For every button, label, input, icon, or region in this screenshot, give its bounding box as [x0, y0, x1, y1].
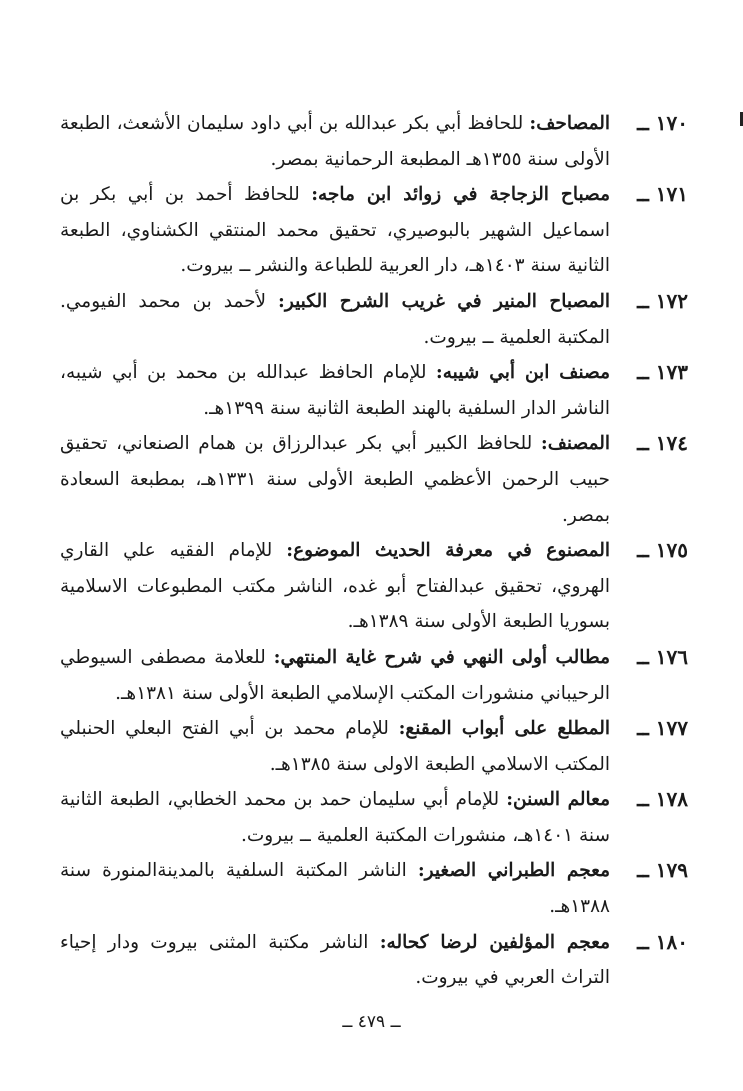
entry-title: المصاحف: [529, 113, 610, 134]
bibliography-entry [60, 355, 688, 426]
entry-title: معالم السنن: [506, 789, 610, 811]
entry-text: للإمام الحافظ عبدالله بن محمد بن أبي شيبه، الناشر الدار السلفية بالهند الطبعة الثانية سنة ١٣٩٩هـ. [60, 362, 610, 419]
page-number: ــ ٤٧٩ ــ [342, 1012, 401, 1032]
bibliography-entry [60, 640, 688, 711]
bibliography-entry [60, 426, 688, 533]
entry-number: ١٧٦ ــ [637, 644, 688, 669]
entry-text: للحافظ الكبير أبي بكر عبدالرزاق بن همام الصنعاني، تحقيق حبيب الرحمن الأعظمي الطبعة الأولى سنة ١٣٣١هـ، بمطبعة السعادة بمصر. [60, 433, 610, 526]
entry-text: الناشر مكتبة المثنى بيروت ودار إحياء التراث العربي في بيروت. [60, 931, 610, 989]
entry-number: ١٧٣ ــ [637, 360, 688, 385]
entry-number: ١٧٧ ــ [637, 716, 688, 741]
entry-text: لأحمد بن محمد الفيومي. المكتبة العلمية ــ بيروت. [60, 290, 610, 348]
entry-text: للعلامة مصطفى السيوطي الرحيباني منشورات المكتب الإسلامي الطبعة الأولى سنة ١٣٨١هـ. [60, 646, 610, 704]
entry-number: ١٨٠ ــ [637, 929, 688, 954]
entry-number: ١٧١ ــ [637, 182, 688, 207]
entry-number: ١٧٥ ــ [637, 538, 688, 563]
bibliography-entry [60, 177, 688, 284]
entry-number: ١٧٠ ــ [637, 111, 688, 135]
bibliography-entry [60, 711, 688, 782]
entry-title: مصنف ابن أبي شيبه: [435, 362, 610, 384]
entry-text: للإمام الفقيه علي القاري الهروي، تحقيق عبدالفتاح أبو غده، الناشر مكتب المطبوعات الاسلامية بسوريا الطبعة الأولى سنة ١٣٨٩هـ. [60, 540, 610, 633]
entry-text: للحافظ أبي بكر عبدالله بن أبي داود سليمان الأشعث، الطبعة الأولى سنة ١٣٥٥هـ المطبعة الرحمانية بمصر. [60, 113, 610, 170]
bibliography-entry [60, 284, 688, 355]
entry-text: للإمام أبي سليمان حمد بن محمد الخطابي، الطبعة الثانية سنة ١٤٠١هـ، منشورات المكتبة العلمية ــ بيروت. [60, 789, 610, 846]
bibliography-entry [60, 782, 688, 853]
bibliography-entry [60, 925, 688, 996]
entry-number: ١٧٩ ــ [637, 858, 688, 883]
entry-text: للحافظ أحمد بن أبي بكر بن اسماعيل الشهير بالبوصيري، تحقيق محمد المنتقي الكشناوي، الطبعة الثانية سنة ١٤٠٣هـ، دار العربية للطباعة والنشر ــ بيروت. [60, 184, 610, 277]
entry-number: ١٧٢ ــ [637, 288, 688, 313]
entry-title: معجم الطبراني الصغير: [417, 860, 610, 882]
bibliography-entry [60, 106, 688, 177]
entry-title: المصباح المنير في غريب الشرح الكبير: [278, 290, 611, 312]
entry-title: مصباح الزجاجة في زوائد ابن ماجه: [311, 184, 610, 206]
bibliography-page [60, 106, 688, 996]
entry-number: ١٧٨ ــ [637, 787, 688, 812]
entry-text: الناشر المكتبة السلفية بالمدينةالمنورة سنة ١٣٨٨هـ. [60, 860, 610, 918]
entry-text: للإمام محمد بن أبي الفتح البعلي الحنبلي المكتب الاسلامي الطبعة الاولى سنة ١٣٨٥هـ. [60, 718, 610, 775]
bibliography-entry [60, 533, 688, 640]
entry-title: معجم المؤلفين لرضا كحاله: [379, 931, 610, 953]
entry-title: مطالب أولى النهي في شرح غاية المنتهي: [273, 646, 610, 668]
entry-title: المصنوع في معرفة الحديث الموضوع: [286, 540, 610, 562]
entry-title: المصنف: [540, 433, 610, 455]
entry-title: المطلع على أبواب المقنع: [398, 718, 611, 740]
entry-number: ١٧٤ ــ [637, 431, 688, 456]
bibliography-entry [60, 853, 688, 924]
